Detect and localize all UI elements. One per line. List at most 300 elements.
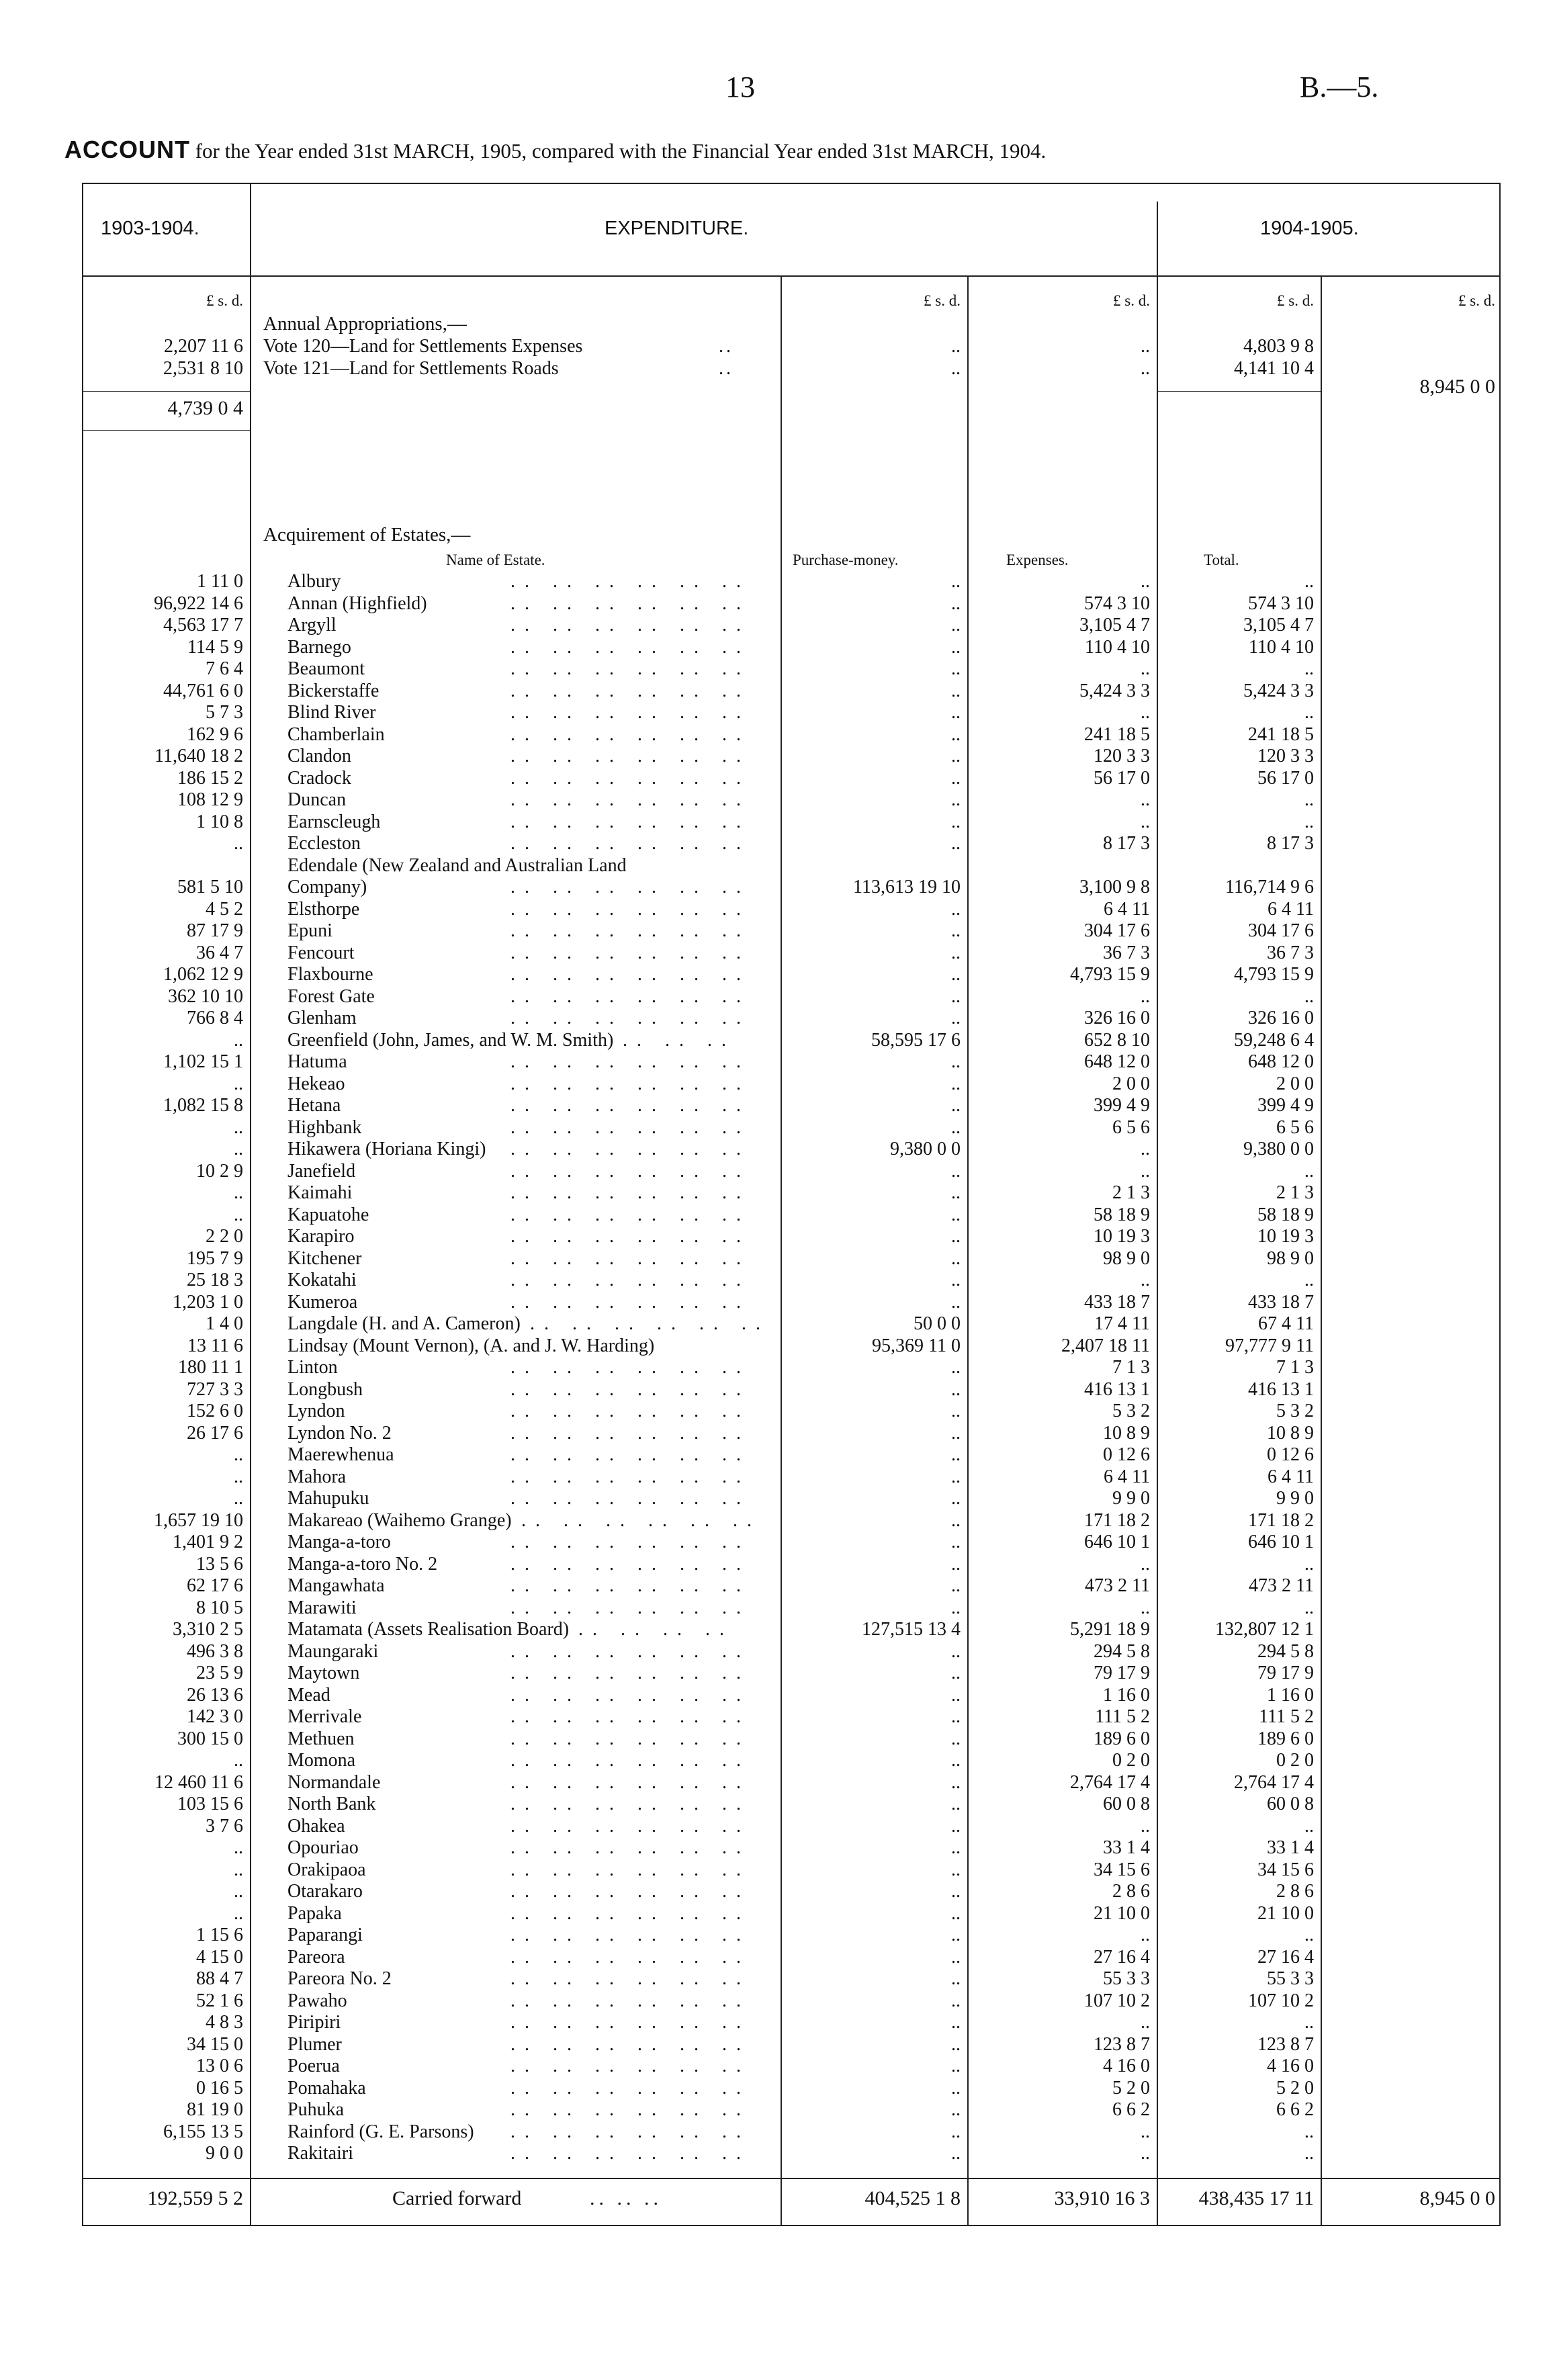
expenses-total: 33,910 16 3 <box>1054 2187 1150 2209</box>
purchase-money-cell: .. <box>951 746 961 766</box>
estate-name: Janefield <box>287 1160 356 1182</box>
leader-dots: .. .. .. .. .. .. <box>510 636 750 658</box>
total-cell: 110 4 10 <box>1249 636 1314 658</box>
leader-dots: .. .. .. .. .. .. <box>510 2143 750 2164</box>
estates-heading: Acquirement of Estates,— <box>263 524 471 545</box>
total-cell: 433 18 7 <box>1248 1291 1314 1313</box>
expenses-cell: .. <box>1141 1139 1150 1159</box>
prev-year-amount: 186 15 2 <box>177 767 243 789</box>
leader-dots: .. .. .. .. .. .. <box>510 811 750 832</box>
expenses-cell: 110 4 10 <box>1085 636 1150 658</box>
expenses-cell: 6 4 11 <box>1104 1466 1150 1487</box>
estate-name: Manga-a-toro No. 2 <box>287 1553 438 1575</box>
expenses-cell: 4,793 15 9 <box>1070 964 1150 985</box>
leader-dots: .. <box>719 357 734 379</box>
estate-name: Merrivale <box>287 1706 362 1727</box>
expenses-cell: .. <box>1141 789 1150 810</box>
prev-year-amount: 13 11 6 <box>187 1335 243 1356</box>
leader-dots: .. .. .. .. .. .. <box>510 1684 750 1706</box>
leader-dots: .. .. .. .. .. .. <box>510 1663 750 1683</box>
leader-dots: .. .. .. .. .. .. <box>510 1378 750 1400</box>
leader-dots: .. .. .. .. .. .. <box>510 2056 750 2076</box>
leader-dots: .. .. .. .. .. .. <box>510 1204 750 1225</box>
prev-year-heading: 1903-1904. <box>101 218 199 239</box>
purchase-money-cell: .. <box>951 2143 961 2164</box>
prev-year-amount: 13 5 6 <box>196 1553 243 1575</box>
prev-year-amount: 3,310 2 5 <box>173 1619 243 1640</box>
leader-dots: .. <box>719 336 734 357</box>
purchase-money-cell: .. <box>951 833 961 854</box>
expenses-cell: 433 18 7 <box>1084 1291 1150 1313</box>
estate-name: Kokatahi <box>287 1270 357 1290</box>
estate-name: Lindsay (Mount Vernon), (A. and J. W. Harding) <box>287 1335 655 1356</box>
purchase-money-cell: .. <box>951 1968 961 1989</box>
page-number: 13 <box>725 71 755 103</box>
prev-year-amount: 5 7 3 <box>206 702 243 723</box>
leader-dots: .. .. .. .. .. .. <box>510 1750 750 1771</box>
lsd-heading: £ s. d. <box>1277 292 1314 309</box>
total-cell: 9,380 0 0 <box>1243 1139 1314 1159</box>
prev-year-amount: 1,401 9 2 <box>173 1532 243 1552</box>
leader-dots: .. .. .. .. .. .. <box>510 1466 750 1487</box>
leader-dots: .. .. .. .. .. .. <box>510 1116 750 1138</box>
prev-year-amount: .. <box>234 1488 243 1509</box>
expenses-cell: 0 12 6 <box>1103 1444 1150 1465</box>
purchase-money-cell: .. <box>951 1663 961 1683</box>
expenses-cell: .. <box>1141 1270 1150 1290</box>
estate-name: Rakitairi <box>287 2143 353 2164</box>
total-cell: 36 7 3 <box>1267 942 1314 963</box>
estate-name: Piripiri <box>287 2012 341 2033</box>
prev-year-amount: 11,640 18 2 <box>154 746 243 766</box>
purchase-money-cell: .. <box>951 1837 961 1858</box>
purchase-money-cell: .. <box>951 1422 961 1444</box>
leader-dots: .. .. .. .. .. .. <box>510 985 750 1007</box>
estate-name: Kumeroa <box>287 1291 358 1313</box>
estate-name: Glenham <box>287 1008 357 1028</box>
prev-year-amount: 9 0 0 <box>206 2143 243 2164</box>
total-cell: .. <box>1304 985 1314 1007</box>
estate-name: North Bank <box>287 1794 376 1814</box>
leader-dots: .. .. .. .. .. .. <box>510 1968 750 1989</box>
estate-name: Mangawhata <box>287 1575 385 1596</box>
subtotal-rule <box>82 391 250 392</box>
prev-year-amount: 142 3 0 <box>187 1706 243 1727</box>
expenses-cell: 55 3 3 <box>1103 1968 1150 1989</box>
leader-dots: .. .. .. .. .. .. <box>510 1422 750 1444</box>
expenses-cell: 399 4 9 <box>1094 1095 1150 1116</box>
prev-year-amount: .. <box>234 833 243 854</box>
estate-name: Albury <box>287 571 341 592</box>
expenses-cell: 107 10 2 <box>1084 1990 1150 2011</box>
prev-total-carried: 192,559 5 2 <box>147 2187 243 2209</box>
estate-name: Pomahaka <box>287 2077 366 2099</box>
estate-name: Argyll <box>287 615 337 635</box>
prev-year-amount: 1,102 15 1 <box>163 1051 243 1072</box>
expenses-cell: 6 6 2 <box>1112 2099 1150 2120</box>
prev-year-amount: 4 5 2 <box>206 898 243 920</box>
total-cell: 6 5 6 <box>1276 1116 1314 1138</box>
prev-year-amount: 114 5 9 <box>187 636 243 658</box>
purchase-money-cell: .. <box>951 1401 961 1421</box>
expenses-cell: 33 1 4 <box>1103 1837 1150 1858</box>
total-cell: 4,793 15 9 <box>1234 964 1314 985</box>
expenses-cell: 2 8 6 <box>1112 1881 1150 1902</box>
purchase-money-cell: .. <box>951 2121 961 2142</box>
prev-year-amount: 44,761 6 0 <box>163 680 243 701</box>
prev-year-amount: 180 11 1 <box>178 1357 243 1378</box>
prev-year-amount: 152 6 0 <box>187 1401 243 1421</box>
leader-dots: .. .. .. .. .. .. <box>530 1313 770 1334</box>
total-heading: Total. <box>1204 552 1239 568</box>
purchase-money-cell: .. <box>951 1794 961 1814</box>
purchase-money-cell: .. <box>951 767 961 789</box>
expenses-cell: 4 16 0 <box>1103 2056 1150 2076</box>
estate-name: Edendale (New Zealand and Australian Land <box>287 854 627 876</box>
leader-dots: .. .. .. .. .. .. <box>510 833 750 854</box>
expenses-cell: 17 4 11 <box>1094 1313 1150 1334</box>
prev-year-amount: 4 8 3 <box>206 2012 243 2033</box>
purchase-money-cell: .. <box>951 592 961 614</box>
expenses-cell: .. <box>1141 1815 1150 1837</box>
purchase-money-cell: .. <box>951 1946 961 1968</box>
purchase-money-cell: .. <box>951 1247 961 1269</box>
expenses-cell: 27 16 4 <box>1094 1946 1150 1968</box>
estate-name: Pareora <box>287 1946 345 1968</box>
purchase-money-cell: 9,380 0 0 <box>890 1139 961 1159</box>
prev-year-amount: 362 10 10 <box>168 985 243 1007</box>
leader-dots: .. .. .. <box>623 1029 736 1051</box>
purchase-money-cell: .. <box>951 1182 961 1203</box>
grand-total-carried: 8,945 0 0 <box>1419 2187 1495 2209</box>
expenses-cell: 2,407 18 11 <box>1061 1335 1150 1356</box>
leader-dots: .. .. .. .. .. .. <box>510 658 750 679</box>
total-cell: 2,764 17 4 <box>1234 1771 1314 1793</box>
lsd-heading: £ s. d. <box>924 292 961 309</box>
leader-dots: .. .. .. .. .. .. <box>510 702 750 723</box>
estate-name: Annan (Highfield) <box>287 592 427 614</box>
estate-name: Hetana <box>287 1095 341 1116</box>
total-cell: 6 4 11 <box>1268 898 1314 920</box>
total-cell: 10 8 9 <box>1267 1422 1314 1444</box>
purchase-money-cell: .. <box>951 357 961 379</box>
total-cell: 10 19 3 <box>1257 1226 1314 1247</box>
vote-description: Vote 121—Land for Settlements Roads <box>263 357 559 379</box>
expenses-cell: 10 8 9 <box>1103 1422 1150 1444</box>
prev-year-amount: .. <box>234 1837 243 1858</box>
expenses-cell: 111 5 2 <box>1095 1706 1150 1727</box>
purchase-money-cell: .. <box>951 1532 961 1552</box>
document-code: B.—5. <box>1300 71 1379 103</box>
prev-year-amount: .. <box>234 1139 243 1159</box>
leader-dots: .. .. .. .. .. .. <box>510 1532 750 1552</box>
expenses-cell: 7 1 3 <box>1112 1357 1150 1378</box>
expenses-cell: 79 17 9 <box>1094 1663 1150 1683</box>
estate-name: Hatuma <box>287 1051 347 1072</box>
subtotal-underline <box>82 430 250 431</box>
estate-name: Earnscleugh <box>287 811 381 832</box>
prev-year-amount: 25 18 3 <box>187 1270 243 1290</box>
purchase-money-cell: .. <box>951 1226 961 1247</box>
leader-dots: .. .. .. .. .. .. <box>510 1270 750 1290</box>
expenses-cell: 10 19 3 <box>1094 1226 1150 1247</box>
expenses-cell: 123 8 7 <box>1094 2033 1150 2055</box>
estate-name: Epuni <box>287 920 332 941</box>
expenses-cell: 58 18 9 <box>1094 1204 1150 1225</box>
total-cell: 8 17 3 <box>1267 833 1314 854</box>
total-cell: 27 16 4 <box>1257 1946 1314 1968</box>
purchase-money-cell: .. <box>951 1553 961 1575</box>
purchase-money-cell: .. <box>951 1291 961 1313</box>
total-cell: 2 0 0 <box>1276 1073 1314 1094</box>
leader-dots: .. .. .. .. .. .. <box>510 920 750 941</box>
purchase-money-cell: .. <box>951 2012 961 2033</box>
expenses-cell: 2 0 0 <box>1112 1073 1150 1094</box>
expenses-cell: 8 17 3 <box>1103 833 1150 854</box>
total-carried: 438,435 17 11 <box>1198 2187 1314 2209</box>
prev-year-amount: 2 2 0 <box>206 1226 243 1247</box>
expenses-cell: .. <box>1141 985 1150 1007</box>
total-cell: .. <box>1304 1597 1314 1618</box>
purchase-money-cell: .. <box>951 1990 961 2011</box>
total-cell: 6 4 11 <box>1268 1466 1314 1487</box>
estate-name: Methuen <box>287 1728 355 1749</box>
expenses-cell: 5,291 18 9 <box>1070 1619 1150 1640</box>
total-cell: 171 18 2 <box>1248 1509 1314 1531</box>
total-cell: 2 8 6 <box>1276 1881 1314 1902</box>
total-cell: 3,105 4 7 <box>1243 615 1314 635</box>
prev-year-amount: 2,207 11 6 <box>164 336 243 357</box>
estate-name: Karapiro <box>287 1226 355 1247</box>
vote-total: 4,803 9 8 <box>1243 336 1314 357</box>
leader-dots: .. .. .. .. .. .. <box>510 1401 750 1421</box>
total-cell: .. <box>1304 1815 1314 1837</box>
carried-forward-label: Carried forward <box>392 2187 522 2209</box>
prev-year-amount: 34 15 0 <box>187 2033 243 2055</box>
total-cell: 5 3 2 <box>1276 1401 1314 1421</box>
total-cell: 0 2 0 <box>1276 1750 1314 1771</box>
leader-dots: .. .. .. .. .. .. <box>510 1794 750 1814</box>
prev-year-amount: 1 4 0 <box>206 1313 243 1334</box>
prev-year-amount: .. <box>234 1204 243 1225</box>
purchase-money-cell: 127,515 13 4 <box>862 1619 961 1640</box>
total-cell: .. <box>1304 2121 1314 2142</box>
prev-year-amount: .. <box>234 1073 243 1094</box>
leader-dots: .. .. .. .. .. .. <box>510 898 750 920</box>
expenses-cell: 56 17 0 <box>1094 767 1150 789</box>
prev-year-amount: 8 10 5 <box>196 1597 243 1618</box>
leader-dots: .. .. .. .. .. .. <box>510 1859 750 1880</box>
purchase-money-cell: .. <box>951 636 961 658</box>
estate-name: Paparangi <box>287 1925 363 1945</box>
leader-dots: .. .. .. .. .. .. <box>510 877 750 897</box>
total-cell: 574 3 10 <box>1248 592 1314 614</box>
purchase-money-cell: .. <box>951 1815 961 1837</box>
total-cell: .. <box>1304 658 1314 679</box>
prev-year-amount: 62 17 6 <box>187 1575 243 1596</box>
expenses-cell: 241 18 5 <box>1084 723 1150 745</box>
estate-name: Makareao (Waihemo Grange) <box>287 1509 512 1531</box>
purchase-money-cell: 50 0 0 <box>914 1313 961 1334</box>
total-cell: 120 3 3 <box>1257 746 1314 766</box>
purchase-money-cell: .. <box>951 1204 961 1225</box>
prev-year-amount: 727 3 3 <box>187 1378 243 1400</box>
prev-year-amount: .. <box>234 1902 243 1924</box>
prev-year-amount: 13 0 6 <box>196 2056 243 2076</box>
expenses-cell: 646 10 1 <box>1084 1532 1150 1552</box>
header-rule <box>82 275 1501 277</box>
prev-year-amount: 1 15 6 <box>196 1925 243 1945</box>
total-cell: 2 1 3 <box>1276 1182 1314 1203</box>
expenses-cell: .. <box>1141 811 1150 832</box>
prev-year-amount: .. <box>234 1116 243 1138</box>
expenses-cell: .. <box>1141 702 1150 723</box>
estate-name: Clandon <box>287 746 351 766</box>
expenses-cell: 6 4 11 <box>1104 898 1150 920</box>
column-rule-grand <box>1321 275 1322 2226</box>
total-cell: 473 2 11 <box>1249 1575 1314 1596</box>
total-cell: 123 8 7 <box>1257 2033 1314 2055</box>
estate-name: Otarakaro <box>287 1881 363 1902</box>
purchase-money-cell: .. <box>951 2056 961 2076</box>
estate-name: Bickerstaffe <box>287 680 380 701</box>
prev-year-amount: .. <box>234 1859 243 1880</box>
purchase-money-cell: .. <box>951 2099 961 2120</box>
expenses-cell: 473 2 11 <box>1085 1575 1150 1596</box>
leader-dots: .. .. .. .. .. .. <box>510 1008 750 1028</box>
title-rest: for the Year ended 31st MARCH, 1905, compared with the Financial Year ended 31st MARCH, 1904. <box>195 139 1047 163</box>
leader-dots: .. .. .. .. .. .. <box>510 1815 750 1837</box>
purchase-money-cell: 113,613 19 10 <box>853 877 961 897</box>
total-cell: .. <box>1304 571 1314 592</box>
purchase-money-cell: .. <box>951 1881 961 1902</box>
leader-dots: .. .. .. .. .. .. <box>510 1095 750 1116</box>
estate-name: Hikawera (Horiana Kingi) <box>287 1139 486 1159</box>
estate-name: Mahora <box>287 1466 347 1487</box>
total-cell: 58 18 9 <box>1257 1204 1314 1225</box>
purchase-money-cell: .. <box>951 723 961 745</box>
prev-year-amount: 162 9 6 <box>187 723 243 745</box>
leader-dots: .. .. .. .. .. .. <box>510 1291 750 1313</box>
estate-name: Longbush <box>287 1378 363 1400</box>
leader-dots: .. .. .. .. .. .. <box>510 1051 750 1072</box>
leader-dots: .. .. .. .. .. .. <box>510 2099 750 2120</box>
prev-year-amount: 2,531 8 10 <box>163 357 243 379</box>
leader-dots: .. .. .. .. .. .. <box>510 1881 750 1902</box>
total-cell: 241 18 5 <box>1248 723 1314 745</box>
total-cell: 399 4 9 <box>1257 1095 1314 1116</box>
prev-year-amount: 766 8 4 <box>187 1008 243 1028</box>
purchase-money-cell: .. <box>951 1051 961 1072</box>
prev-year-amount: 10 2 9 <box>196 1160 243 1182</box>
purchase-money-cell: .. <box>951 615 961 635</box>
leader-dots: .. .. .. .. .. .. <box>510 942 750 963</box>
leader-dots: .. .. .. .. .. .. <box>510 2033 750 2055</box>
lsd-heading: £ s. d. <box>1113 292 1150 309</box>
purchase-money-cell: .. <box>951 658 961 679</box>
purchase-money-cell: .. <box>951 985 961 1007</box>
expenses-cell: .. <box>1141 1160 1150 1182</box>
total-cell: .. <box>1304 702 1314 723</box>
purchase-money-cell: .. <box>951 920 961 941</box>
expenses-cell: 652 8 10 <box>1084 1029 1150 1051</box>
purchase-money-cell: .. <box>951 1750 961 1771</box>
purchase-money-cell: .. <box>951 1116 961 1138</box>
estate-name: Elsthorpe <box>287 898 360 920</box>
purchase-money-cell: .. <box>951 1160 961 1182</box>
total-cell: .. <box>1304 811 1314 832</box>
leader-dots: .. .. .. .. .. .. <box>510 1597 750 1618</box>
total-cell: 79 17 9 <box>1257 1663 1314 1683</box>
leader-dots: .. .. .. .. .. .. <box>510 2077 750 2099</box>
expenses-cell: .. <box>1141 2012 1150 2033</box>
leader-dots: .. .. .. .. .. .. <box>510 1640 750 1662</box>
purchase-money-cell: .. <box>951 1444 961 1465</box>
total-cell: 116,714 9 6 <box>1225 877 1314 897</box>
leader-dots: .. .. .. .. .. .. <box>521 1509 761 1531</box>
estate-name: Manga-a-toro <box>287 1532 391 1552</box>
leader-dots: .. .. .. .. .. .. <box>510 2121 750 2142</box>
expenses-cell: 3,105 4 7 <box>1079 615 1150 635</box>
prev-year-amount: .. <box>234 1182 243 1203</box>
estate-name: Company) <box>287 877 367 897</box>
prev-year-amount: 1,657 19 10 <box>154 1509 243 1531</box>
title-account-word: ACCOUNT <box>64 136 190 163</box>
appropriations-heading: Annual Appropriations,— <box>263 313 467 335</box>
total-cell: 21 10 0 <box>1257 1902 1314 1924</box>
prev-year-amount: 88 4 7 <box>196 1968 243 1989</box>
expenses-heading: Expenses. <box>1006 552 1069 568</box>
prev-year-amount: 0 16 5 <box>196 2077 243 2099</box>
purchase-money-cell: .. <box>951 1488 961 1509</box>
purchase-money-cell: .. <box>951 1357 961 1378</box>
prev-year-amount: 3 7 6 <box>206 1815 243 1837</box>
estate-name: Momona <box>287 1750 356 1771</box>
expenses-cell: 294 5 8 <box>1094 1640 1150 1662</box>
prev-year-amount: 81 19 0 <box>187 2099 243 2120</box>
estate-name: Kaimahi <box>287 1182 353 1203</box>
estate-name-heading: Name of Estate. <box>446 552 545 568</box>
expenses-cell: 326 16 0 <box>1084 1008 1150 1028</box>
expenses-cell: 2,764 17 4 <box>1070 1771 1150 1793</box>
total-cell: 33 1 4 <box>1267 1837 1314 1858</box>
estate-name: Forest Gate <box>287 985 375 1007</box>
purchase-money-cell: .. <box>951 1509 961 1531</box>
estate-name: Langdale (H. and A. Cameron) <box>287 1313 521 1334</box>
purchase-money-cell: .. <box>951 702 961 723</box>
purchase-money-cell: .. <box>951 964 961 985</box>
total-cell: .. <box>1304 1925 1314 1945</box>
prev-year-amount: 26 13 6 <box>187 1684 243 1706</box>
purchase-money-total: 404,525 1 8 <box>864 2187 961 2209</box>
total-cell: 7 1 3 <box>1276 1357 1314 1378</box>
estate-name: Lyndon <box>287 1401 345 1421</box>
purchase-money-cell: .. <box>951 1073 961 1094</box>
purchase-money-cell: 58,595 17 6 <box>871 1029 961 1051</box>
prev-year-amount: 103 15 6 <box>177 1794 243 1814</box>
footer-rule <box>82 2178 1501 2179</box>
estate-name: Cradock <box>287 767 351 789</box>
estate-name: Kitchener <box>287 1247 362 1269</box>
estate-name: Maytown <box>287 1663 360 1683</box>
total-cell: 294 5 8 <box>1257 1640 1314 1662</box>
purchase-money-cell: .. <box>951 1095 961 1116</box>
total-cell: 55 3 3 <box>1267 1968 1314 1989</box>
total-cell: 648 12 0 <box>1248 1051 1314 1072</box>
expenses-cell: 6 5 6 <box>1112 1116 1150 1138</box>
estate-name: Duncan <box>287 789 347 810</box>
leader-dots: .. .. .. .. .. .. <box>510 1182 750 1203</box>
